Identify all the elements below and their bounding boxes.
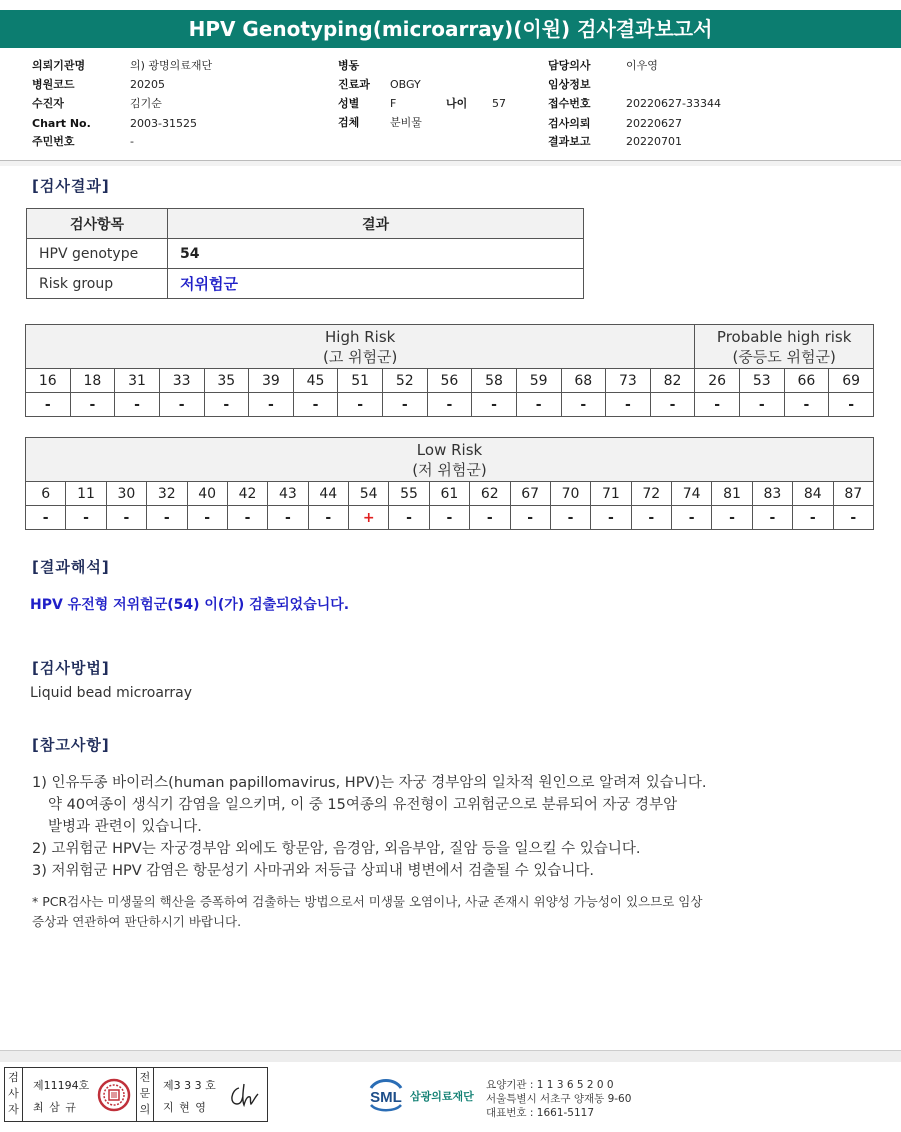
info-label: 병동 [338, 59, 360, 72]
genotype-cell: 30 [106, 482, 146, 506]
result-cell: - [427, 393, 472, 417]
result-cell: - [383, 393, 428, 417]
genotype-cell: 26 [695, 369, 740, 393]
genotype-cell: 84 [793, 482, 833, 506]
result-cell: - [695, 393, 740, 417]
info-label: 임상정보 [548, 78, 591, 91]
note-line: 발병과 관련이 있습니다. [48, 819, 202, 835]
result-cell: - [829, 393, 874, 417]
info-label: 의뢰기관명 [32, 59, 86, 72]
signature-icon [227, 1080, 265, 1110]
genotype-cell: 18 [70, 369, 115, 393]
result-cell: - [429, 506, 469, 530]
section-title-interpretation: [결과해석] [32, 558, 110, 576]
result-cell: - [510, 506, 550, 530]
result-cell: - [672, 506, 712, 530]
result-cell: - [268, 506, 308, 530]
result-cell: - [115, 393, 160, 417]
info-resident-no [32, 132, 272, 151]
group-probable-high-risk [695, 325, 874, 369]
result-cell: - [66, 506, 106, 530]
info-label: 결과보고 [548, 135, 591, 148]
genotype-cell: 58 [472, 369, 517, 393]
result-cell: - [550, 506, 590, 530]
genotype-cell: 6 [26, 482, 66, 506]
genotype-cell: 81 [712, 482, 752, 506]
low-risk-table [25, 437, 874, 530]
genotype-cell: 82 [650, 369, 695, 393]
result-cell: - [389, 506, 429, 530]
group-header-row [26, 438, 874, 482]
info-label: Chart No. [32, 117, 91, 130]
result-cell: - [561, 393, 606, 417]
genotype-cell: 83 [752, 482, 792, 506]
info-value: F [390, 97, 397, 110]
result-row [26, 506, 874, 530]
genotype-cell: 35 [204, 369, 249, 393]
genotype-cell: 73 [606, 369, 651, 393]
result-cell: - [793, 506, 833, 530]
group-name: High Risk [325, 327, 396, 346]
info-value: OBGY [390, 78, 421, 91]
column-header: 검사항목 [27, 209, 168, 239]
genotype-cell: 62 [470, 482, 510, 506]
result-cell: - [227, 506, 267, 530]
info-patient [32, 94, 272, 113]
inspector-name: 최 삼 규 [33, 1101, 77, 1114]
method-text: Liquid bead microarray [30, 685, 193, 701]
result-cell: - [516, 393, 561, 417]
info-doctor [548, 56, 788, 75]
note-line: 3) 저위험군 HPV 감염은 항문성기 사마귀와 저등급 상피내 병변에서 검출될 수 있습니다. [32, 863, 594, 879]
org-phone: 대표번호 : 1661-5117 [486, 1107, 595, 1119]
footnote-line: * PCR검사는 미생물의 핵산을 증폭하여 검출하는 방법으로서 미생물 오염이나, 사균 존재시 위양성 가능성이 있으므로 임상 [32, 894, 703, 909]
info-receipt-no [548, 94, 788, 113]
result-cell: - [106, 506, 146, 530]
table-row [27, 239, 584, 269]
result-cell: - [338, 393, 383, 417]
group-subname: (저 위험군) [412, 460, 487, 479]
genotype-cell: 61 [429, 482, 469, 506]
result-cell: - [631, 506, 671, 530]
genotype-cell: 72 [631, 482, 671, 506]
specialist-label: 전문의 [136, 1068, 154, 1121]
interpretation-text: HPV 유전형 저위험군(54) 이(가) 검출되었습니다. [30, 597, 350, 613]
note-line: 1) 인유두종 바이러스(human papillomavirus, HPV)는 자궁 경부암의 일차적 원인으로 알려져 있습니다. [32, 775, 707, 791]
group-high-risk [26, 325, 695, 369]
info-value: 20220627 [626, 117, 682, 130]
genotype-cell: 32 [147, 482, 187, 506]
group-name: Probable high risk [716, 327, 852, 346]
info-value: 57 [492, 97, 506, 110]
info-specimen [338, 113, 518, 132]
genotype-cell: 68 [561, 369, 606, 393]
info-value: 분비물 [390, 116, 422, 129]
info-label: 검사의뢰 [548, 117, 591, 130]
result-cell: - [308, 506, 348, 530]
result-cell: - [472, 393, 517, 417]
result-cell: - [784, 393, 829, 417]
info-label: 병원코드 [32, 78, 75, 91]
genotype-cell: 43 [268, 482, 308, 506]
result-cell: - [249, 393, 294, 417]
info-label: 진료과 [338, 78, 370, 91]
info-department [338, 75, 518, 94]
report-title: HPV Genotyping(microarray)(이원) 검사결과보고서 [188, 17, 713, 41]
genotype-cell: 54 [349, 482, 389, 506]
group-subname: (고 위험군) [322, 347, 398, 366]
genotype-cell: 66 [784, 369, 829, 393]
result-cell: - [293, 393, 338, 417]
seal-stamp-icon [97, 1078, 131, 1112]
specialist-name: 지 현 영 [163, 1101, 207, 1114]
result-cell: - [650, 393, 695, 417]
info-label: 검체 [338, 116, 360, 129]
genotype-cell: 74 [672, 482, 712, 506]
genotype-cell: 16 [26, 369, 71, 393]
result-cell: - [159, 393, 204, 417]
info-label: 접수번호 [548, 97, 591, 110]
genotype-cell: 42 [227, 482, 267, 506]
title-bar [0, 10, 901, 48]
sml-logo-icon [365, 1074, 407, 1114]
info-value: 이우영 [626, 59, 658, 72]
info-value: - [130, 135, 134, 148]
info-institution [32, 56, 272, 75]
footer-divider [0, 1050, 901, 1062]
genotype-cell: 11 [66, 482, 106, 506]
svg-text:SML: SML [370, 1089, 402, 1106]
info-chart-no [32, 114, 272, 133]
genotype-row [26, 369, 874, 393]
inspector-label: 검사자 [5, 1068, 23, 1121]
group-name: Low Risk [416, 440, 483, 459]
genotype-cell: 44 [308, 482, 348, 506]
section-title-method: [검사방법] [32, 659, 110, 677]
org-name: 삼광의료재단 [410, 1090, 474, 1103]
inspector-number: 제11194호 [33, 1079, 90, 1092]
info-request-date [548, 114, 788, 133]
result-row [26, 393, 874, 417]
row-label: HPV genotype [27, 239, 168, 269]
info-value: 20205 [130, 78, 165, 91]
info-label: 담당의사 [548, 59, 591, 72]
info-label: 주민번호 [32, 135, 75, 148]
info-age [446, 94, 526, 113]
footnote-line: 증상과 연관하여 판단하시기 바랍니다. [32, 914, 242, 929]
risk-group-value: 저위험군 [168, 269, 584, 299]
result-cell: - [591, 506, 631, 530]
info-label: 수진자 [32, 97, 64, 110]
org-address: 서울특별시 서초구 양재동 9-60 [486, 1093, 632, 1105]
genotype-row [26, 482, 874, 506]
genotype-cell: 56 [427, 369, 472, 393]
signature-box [4, 1067, 268, 1122]
header-divider [0, 160, 901, 166]
positive-result-cell: + [349, 506, 389, 530]
specialist-number: 제3 3 3 호 [163, 1079, 216, 1092]
genotype-cell: 67 [510, 482, 550, 506]
result-cell: - [26, 393, 71, 417]
result-cell: - [606, 393, 651, 417]
genotype-value: 54 [168, 239, 584, 269]
info-value: 의) 광명의료재단 [130, 59, 213, 72]
table-header-row [27, 209, 584, 239]
genotype-cell: 39 [249, 369, 294, 393]
result-cell: - [204, 393, 249, 417]
genotype-cell: 71 [591, 482, 631, 506]
genotype-cell: 87 [833, 482, 874, 506]
group-header-row [26, 325, 874, 369]
column-header: 결과 [168, 209, 584, 239]
result-cell: - [833, 506, 874, 530]
high-risk-table [25, 324, 874, 417]
group-low-risk [26, 438, 874, 482]
genotype-cell: 40 [187, 482, 227, 506]
info-clinical [548, 75, 788, 94]
genotype-cell: 55 [389, 482, 429, 506]
info-value: 20220701 [626, 135, 682, 148]
genotype-cell: 52 [383, 369, 428, 393]
genotype-cell: 33 [159, 369, 204, 393]
genotype-cell: 59 [516, 369, 561, 393]
info-hospital-code [32, 75, 272, 94]
result-cell: - [712, 506, 752, 530]
info-value: 20220627-33344 [626, 97, 721, 110]
org-code: 요양기관 : 1 1 3 6 5 2 0 0 [486, 1079, 614, 1091]
result-table [26, 208, 584, 299]
genotype-cell: 70 [550, 482, 590, 506]
note-line: 약 40여종이 생식기 감염을 일으키며, 이 중 15여종의 유전형이 고위험군으로 분류되어 자궁 경부암 [48, 797, 678, 813]
result-cell: - [470, 506, 510, 530]
result-cell: - [187, 506, 227, 530]
row-label: Risk group [27, 269, 168, 299]
info-label: 성별 [338, 97, 360, 110]
section-title-notes: [참고사항] [32, 736, 110, 754]
info-value: 2003-31525 [130, 117, 197, 130]
result-cell: - [26, 506, 66, 530]
info-ward [338, 56, 518, 75]
info-report-date [548, 132, 788, 151]
genotype-cell: 51 [338, 369, 383, 393]
result-cell: - [752, 506, 792, 530]
group-subname: (중등도 위험군) [732, 347, 836, 366]
table-row [27, 269, 584, 299]
genotype-cell: 53 [740, 369, 785, 393]
result-cell: - [70, 393, 115, 417]
genotype-cell: 31 [115, 369, 160, 393]
genotype-cell: 69 [829, 369, 874, 393]
result-cell: - [147, 506, 187, 530]
info-label: 나이 [446, 97, 468, 110]
section-title-result: [검사결과] [32, 177, 110, 195]
note-line: 2) 고위험군 HPV는 자궁경부암 외에도 항문암, 음경암, 외음부암, 질암 등을 일으킬 수 있습니다. [32, 841, 641, 857]
info-value: 김기순 [130, 97, 162, 110]
result-cell: - [740, 393, 785, 417]
genotype-cell: 45 [293, 369, 338, 393]
